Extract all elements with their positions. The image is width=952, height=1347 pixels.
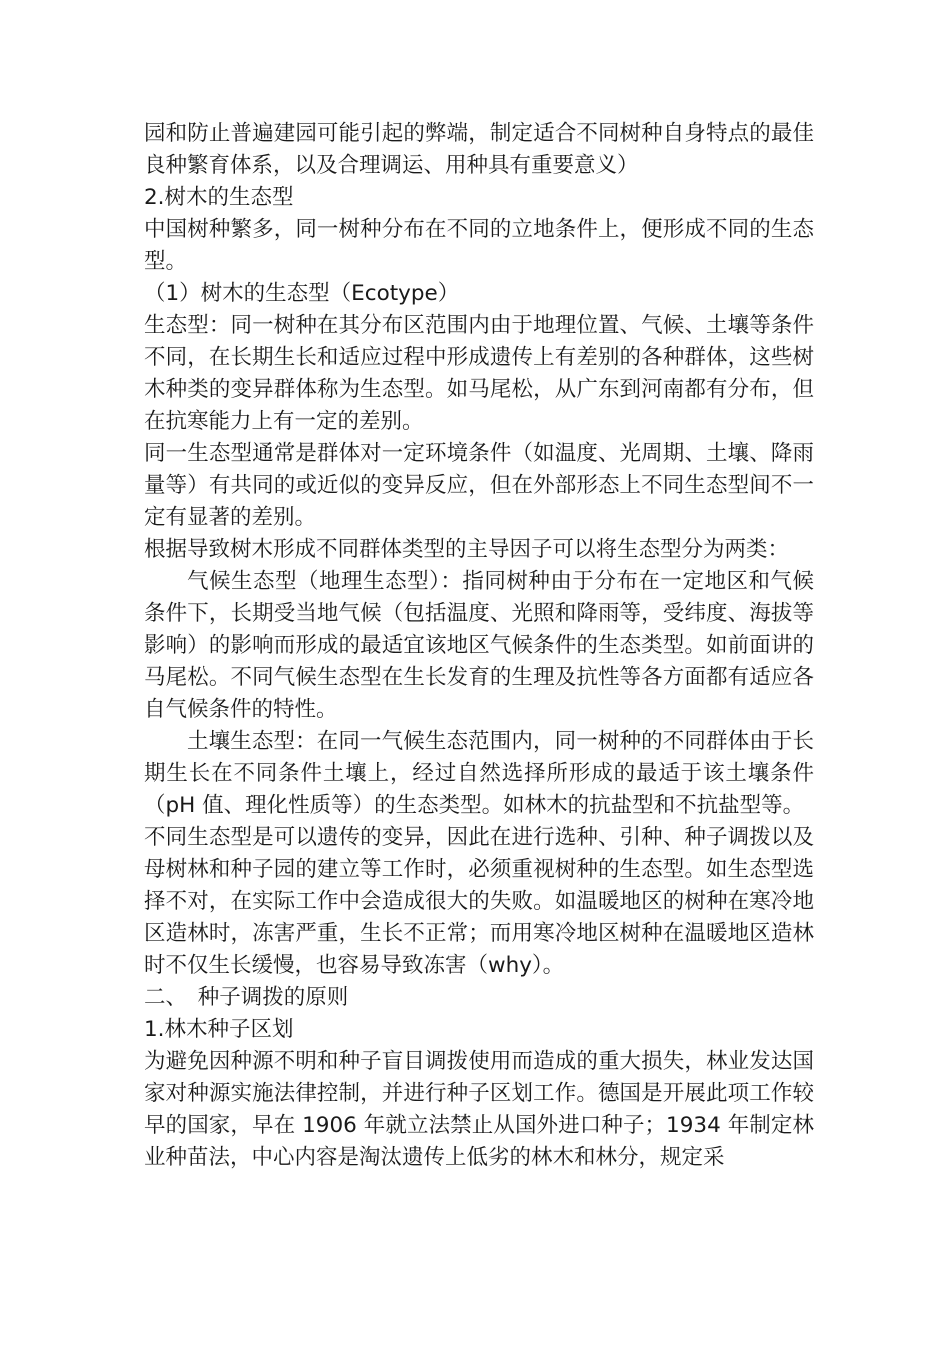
paragraph-ecotype-classification: 根据导致树木形成不同群体类型的主导因子可以将生态型分为两类： xyxy=(144,537,790,562)
paragraph-climate-ecotype: 气候生态型（地理生态型）：指同树种由于分布在一定地区和气候条件下，长期受当地气候（包括温度、光照和降雨等，受纬度、海拔等影响）的影响而形成的最适宜该地区气候条件的生态类型。如前面讲的马尾松。不同气候生态型在生长发育的生理及抗性等各方面都有适应各自气候条件的特性。 xyxy=(144,569,814,722)
paragraph-ecotype-definition: 生态型：同一树种在其分布区范围内由于地理位置、气候、土壤等条件不同，在长期生长和适应过程中形成遗传上有差别的各种群体，这些树木种类的变异群体称为生态型。如马尾松，从广东到河南都有分布，但在抗寒能力上有一定的差别。 xyxy=(144,313,814,434)
paragraph-seed-zoning: 为避免因种源不明和种子盲目调拨使用而造成的重大损失，林业发达国家对种源实施法律控制，并进行种子区划工作。德国是开展此项工作较早的国家，早在 1906 年就立法禁止从国外进口种子；1934 年制定林业种苗法，中心内容是淘汰遗传上低劣的林木和林分，规定采 xyxy=(144,1049,814,1170)
subsection-heading-seed-zoning: 1.林木种子区划 xyxy=(144,1017,294,1042)
paragraph-soil-ecotype: 土壤生态型：在同一气候生态范围内，同一树种的不同群体由于长期生长在不同条件土壤上，经过自然选择所形成的最适于该土壤条件（pH 值、理化性质等）的生态类型。如林木的抗盐型和不抗盐型等。 xyxy=(144,729,814,818)
paragraph-ecotype-heritability: 不同生态型是可以遗传的变异，因此在进行选种、引种、种子调拨以及母树林和种子园的建立等工作时，必须重视树种的生态型。如生态型选择不对，在实际工作中会造成很大的失败。如温暖地区的树种在寒冷地区造林时，冻害严重，生长不正常；而用寒冷地区树种在温暖地区造林时不仅生长缓慢，也容易导致冻害（why）。 xyxy=(144,825,814,978)
paragraph-ecotype-response: 同一生态型通常是群体对一定环境条件（如温度、光周期、土壤、降雨量等）有共同的或近似的变异反应，但在外部形态上不同生态型间不一定有显著的差别。 xyxy=(144,441,814,530)
paragraph-continuation: 园和防止普遍建园可能引起的弊端，制定适合不同树种自身特点的最佳良种繁育体系，以及合理调运、用种具有重要意义） xyxy=(144,121,814,178)
document-body xyxy=(144,118,814,1174)
paragraph-intro: 中国树种繁多，同一树种分布在不同的立地条件上，便形成不同的生态型。 xyxy=(144,217,814,274)
subsection-heading-ecotype: （1）树木的生态型（Ecotype） xyxy=(144,281,460,306)
section-heading-ecotype: 2.树木的生态型 xyxy=(144,185,294,210)
section-heading-seed-transfer: 二、 种子调拨的原则 xyxy=(144,985,349,1010)
